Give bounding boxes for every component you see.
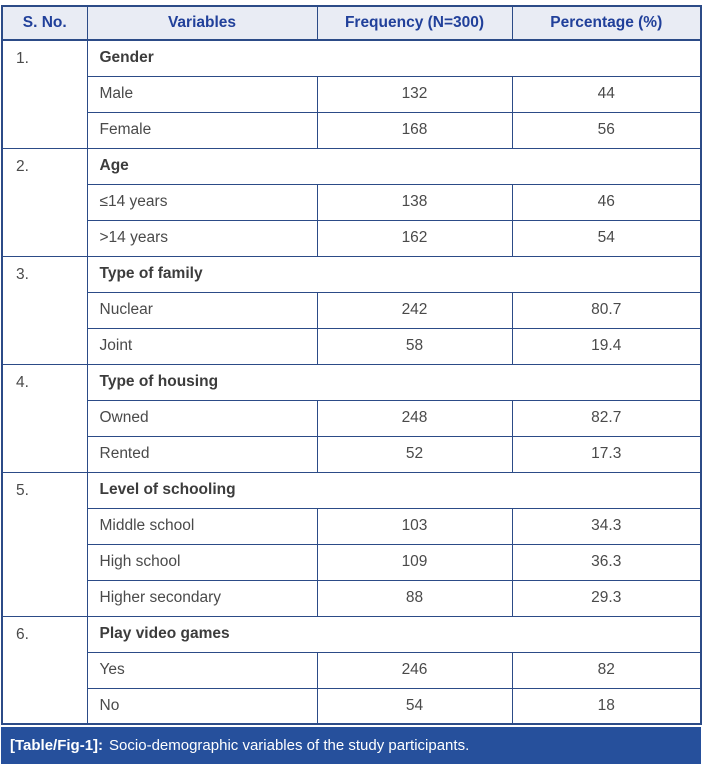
- demographics-table: [1, 5, 702, 725]
- variable-cell: Male: [87, 76, 317, 112]
- frequency-cell: 58: [317, 328, 512, 364]
- table-row: [2, 688, 701, 724]
- variable-cell: Nuclear: [87, 292, 317, 328]
- serial-number-cell: 4.: [2, 364, 87, 472]
- header-row: [2, 6, 701, 40]
- variable-cell: Higher secondary: [87, 580, 317, 616]
- variable-cell: No: [87, 688, 317, 724]
- frequency-cell: 246: [317, 652, 512, 688]
- frequency-cell: 103: [317, 508, 512, 544]
- frequency-cell: 162: [317, 220, 512, 256]
- table-row: [2, 328, 701, 364]
- variable-cell: Rented: [87, 436, 317, 472]
- table-row: [2, 220, 701, 256]
- table-row: [2, 544, 701, 580]
- percentage-cell: 19.4: [512, 328, 701, 364]
- table-row: [2, 616, 701, 652]
- percentage-cell: 56: [512, 112, 701, 148]
- group-title-cell: Gender: [87, 40, 701, 76]
- column-header-percentage: Percentage (%): [512, 6, 701, 40]
- frequency-cell: 54: [317, 688, 512, 724]
- percentage-cell: 36.3: [512, 544, 701, 580]
- frequency-cell: 242: [317, 292, 512, 328]
- table-row: [2, 112, 701, 148]
- frequency-cell: 88: [317, 580, 512, 616]
- table-row: [2, 508, 701, 544]
- variable-cell: Middle school: [87, 508, 317, 544]
- column-header-sno: S. No.: [2, 6, 87, 40]
- caption-tag: [Table/Fig-1]:: [10, 737, 104, 754]
- table-row: [2, 40, 701, 76]
- column-header-variables: Variables: [87, 6, 317, 40]
- table-row: [2, 292, 701, 328]
- variable-cell: ≤14 years: [87, 184, 317, 220]
- serial-number-cell: 2.: [2, 148, 87, 256]
- table-row: [2, 580, 701, 616]
- serial-number-cell: 3.: [2, 256, 87, 364]
- percentage-cell: 82: [512, 652, 701, 688]
- variable-cell: >14 years: [87, 220, 317, 256]
- group-title-cell: Level of schooling: [87, 472, 701, 508]
- table-row: [2, 400, 701, 436]
- table-row: [2, 76, 701, 112]
- group-title-cell: Play video games: [87, 616, 701, 652]
- variable-cell: Female: [87, 112, 317, 148]
- percentage-cell: 29.3: [512, 580, 701, 616]
- variable-cell: High school: [87, 544, 317, 580]
- variable-cell: Joint: [87, 328, 317, 364]
- percentage-cell: 80.7: [512, 292, 701, 328]
- percentage-cell: 44: [512, 76, 701, 112]
- percentage-cell: 17.3: [512, 436, 701, 472]
- variable-cell: Yes: [87, 652, 317, 688]
- serial-number-cell: 1.: [2, 40, 87, 148]
- table-row: [2, 148, 701, 184]
- percentage-cell: 46: [512, 184, 701, 220]
- percentage-cell: 54: [512, 220, 701, 256]
- frequency-cell: 132: [317, 76, 512, 112]
- serial-number-cell: 6.: [2, 616, 87, 724]
- caption-text: Socio-demographic variables of the study participants.: [109, 737, 470, 754]
- serial-number-cell: 5.: [2, 472, 87, 616]
- group-title-cell: Age: [87, 148, 701, 184]
- table-row: [2, 364, 701, 400]
- frequency-cell: 248: [317, 400, 512, 436]
- table-row: [2, 436, 701, 472]
- frequency-cell: 109: [317, 544, 512, 580]
- table-row: [2, 184, 701, 220]
- frequency-cell: 168: [317, 112, 512, 148]
- variable-cell: Owned: [87, 400, 317, 436]
- group-title-cell: Type of family: [87, 256, 701, 292]
- table-row: [2, 652, 701, 688]
- table-row: [2, 256, 701, 292]
- frequency-cell: 52: [317, 436, 512, 472]
- table-row: [2, 472, 701, 508]
- frequency-cell: 138: [317, 184, 512, 220]
- percentage-cell: 34.3: [512, 508, 701, 544]
- column-header-frequency: Frequency (N=300): [317, 6, 512, 40]
- percentage-cell: 82.7: [512, 400, 701, 436]
- table-caption: [1, 727, 701, 764]
- percentage-cell: 18: [512, 688, 701, 724]
- group-title-cell: Type of housing: [87, 364, 701, 400]
